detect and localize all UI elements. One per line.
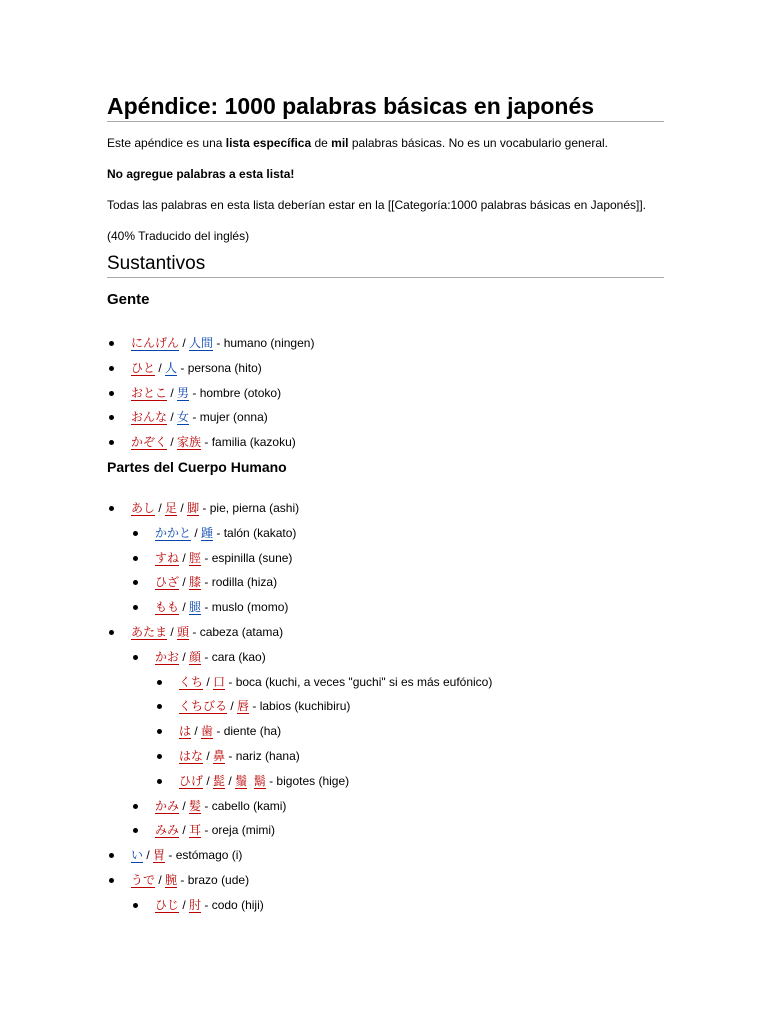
separator: / [225, 773, 236, 788]
kana-link[interactable]: かかと [155, 525, 192, 540]
page-title-wrap [107, 92, 594, 120]
word-gloss: - humano (ningen) [213, 336, 315, 350]
list-bullet [109, 853, 114, 858]
list-bullet [133, 903, 138, 908]
list-item [131, 335, 314, 351]
intro-text: palabras básicas. No es un vocabulario general. [348, 136, 609, 150]
kana-link[interactable]: くち [179, 674, 204, 689]
list-bullet [109, 630, 114, 635]
kanji-link[interactable]: 腿 [189, 600, 202, 615]
kanji-link[interactable]: 膝 [189, 575, 202, 590]
kanji-link[interactable]: 肘 [189, 897, 202, 912]
list-bullet [157, 754, 162, 759]
list-bullet [133, 605, 138, 610]
word-gloss: - labios (kuchibiru) [249, 699, 351, 714]
list-item [179, 773, 349, 789]
list-item [155, 798, 286, 814]
separator: / [179, 550, 190, 565]
word-gloss: - oreja (mimi) [201, 823, 276, 838]
list-item [179, 674, 492, 690]
separator: / [203, 674, 214, 689]
list-bullet [133, 531, 138, 536]
separator: / [191, 724, 202, 739]
list-bullet [157, 680, 162, 685]
kana-link[interactable]: ひじ [155, 897, 180, 912]
separator: / [203, 773, 214, 788]
section-heading-nouns: Sustantivos [107, 253, 206, 274]
word-gloss: - muslo (momo) [201, 600, 289, 615]
list-item [155, 525, 296, 541]
list-item [179, 698, 350, 714]
kanji-link[interactable]: 鬚 [235, 773, 248, 788]
word-gloss: - pie, pierna (ashi) [199, 501, 300, 515]
category-note: Todas las palabras en esta lista deberían estar en la [[Categoría:1000 palabras básicas en Japonés]]. [107, 198, 647, 212]
kanji-link[interactable]: 脚 [187, 501, 200, 515]
kana-link[interactable]: もも [155, 600, 180, 615]
list-item [155, 649, 266, 665]
list-bullet [109, 391, 114, 396]
page-title: Apéndice: 1000 palabras básicas en japonés [107, 93, 595, 119]
intro-emphasis: mil [331, 136, 349, 150]
word-gloss: - bigotes (hige) [265, 773, 350, 788]
kana-link[interactable]: かみ [155, 798, 180, 813]
intro-paragraph-1 [107, 135, 608, 151]
list-bullet [109, 366, 114, 371]
section-rule [107, 277, 664, 278]
kana-link[interactable]: かぞく [131, 435, 168, 450]
spacer [247, 774, 254, 788]
separator: / [167, 410, 178, 425]
word-gloss: - talón (kakato) [213, 525, 297, 540]
subheading-people: Gente [107, 291, 150, 308]
word-gloss: - rodilla (hiza) [201, 575, 278, 590]
subheading-people-wrap [107, 290, 150, 310]
separator: / [203, 749, 214, 763]
list-item [131, 500, 299, 516]
kanji-link[interactable]: 男 [177, 385, 190, 400]
kanji-link[interactable]: 髭 [213, 773, 226, 788]
list-item [155, 897, 264, 913]
list-item [131, 360, 262, 376]
list-bullet [109, 878, 114, 883]
translation-note: (40% Traducido del inglés) [107, 229, 250, 243]
kanji-link[interactable]: 顔 [189, 649, 202, 664]
separator: / [179, 798, 190, 813]
kanji-link[interactable]: 家族 [177, 435, 202, 450]
warning-text: No agregue palabras a esta lista! [107, 167, 295, 181]
kana-link[interactable]: にんげん [131, 336, 180, 350]
list-bullet [133, 804, 138, 809]
kana-link[interactable]: うで [131, 873, 156, 887]
kanji-link[interactable]: 耳 [189, 823, 202, 838]
kanji-link[interactable]: 踵 [201, 525, 214, 540]
list-item [131, 434, 296, 450]
word-gloss: - brazo (ude) [177, 873, 250, 887]
word-gloss: - nariz (hana) [225, 749, 300, 763]
kana-link[interactable]: おんな [131, 410, 168, 425]
list-item [155, 574, 277, 590]
separator: / [179, 897, 190, 912]
kanji-link[interactable]: 髪 [189, 798, 202, 813]
kanji-link[interactable]: 胃 [153, 848, 166, 863]
word-gloss: - boca (kuchi, a veces "guchi" si es más eufónico) [225, 674, 493, 689]
list-item [155, 822, 275, 838]
kanji-link[interactable]: 歯 [201, 724, 214, 739]
kana-link[interactable]: ひと [131, 360, 156, 375]
separator: / [167, 435, 178, 450]
kanji-link[interactable]: 腕 [165, 873, 178, 887]
word-gloss: - espinilla (sune) [201, 550, 293, 565]
kana-link[interactable]: あたま [131, 625, 168, 639]
kanji-link[interactable]: 頭 [177, 625, 190, 639]
kana-link[interactable]: くちびる [179, 699, 228, 714]
list-item [155, 599, 288, 615]
separator: / [179, 575, 190, 590]
list-item [131, 847, 242, 863]
list-bullet [157, 729, 162, 734]
separator: / [155, 501, 166, 515]
intro-emphasis: lista específica [225, 136, 312, 150]
word-gloss: - hombre (otoko) [189, 385, 282, 400]
kana-link[interactable]: みみ [155, 823, 180, 838]
kana-link[interactable]: かお [155, 649, 180, 664]
word-gloss: - cabeza (atama) [189, 625, 284, 639]
intro-paragraph-2 [107, 166, 294, 182]
kana-link[interactable]: すね [155, 550, 180, 565]
word-gloss: - mujer (onna) [189, 410, 268, 425]
separator: / [177, 501, 188, 515]
list-item [179, 748, 300, 764]
list-bullet [157, 779, 162, 784]
list-bullet [133, 556, 138, 561]
kanji-link[interactable]: 脛 [189, 550, 202, 565]
intro-text: de [311, 136, 332, 150]
word-gloss: - cara (kao) [201, 649, 266, 664]
separator: / [143, 848, 154, 863]
intro-text: Este apéndice es una [107, 136, 226, 150]
kanji-link[interactable]: 口 [213, 674, 226, 689]
list-bullet [157, 704, 162, 709]
separator: / [191, 525, 202, 540]
intro-paragraph-4 [107, 228, 249, 244]
kana-link[interactable]: ひげ [179, 773, 204, 788]
kanji-link[interactable]: 足 [165, 501, 178, 515]
kana-link[interactable]: い [131, 848, 144, 863]
section-heading-wrap [107, 252, 205, 276]
list-bullet [109, 440, 114, 445]
list-bullet [109, 341, 114, 346]
word-gloss: - cabello (kami) [201, 798, 287, 813]
word-gloss: - persona (hito) [177, 360, 262, 375]
kanji-link[interactable]: 唇 [237, 699, 250, 714]
word-gloss: - estómago (i) [165, 848, 243, 863]
intro-paragraph-3 [107, 197, 646, 213]
kana-link[interactable]: あし [131, 501, 156, 515]
subheading-body-parts: Partes del Cuerpo Humano [107, 459, 287, 475]
title-rule [107, 121, 664, 122]
list-bullet [133, 828, 138, 833]
kana-link[interactable]: は [179, 724, 192, 739]
separator: / [167, 625, 178, 639]
separator: / [167, 385, 178, 400]
kanji-link[interactable]: 女 [177, 410, 190, 425]
kanji-link[interactable]: 鬍 [253, 773, 266, 788]
list-bullet [109, 415, 114, 420]
list-item [179, 723, 281, 739]
word-gloss: - codo (hiji) [201, 897, 264, 912]
separator: / [179, 649, 190, 664]
kanji-link[interactable]: 人間 [189, 336, 214, 350]
word-gloss: - diente (ha) [213, 724, 282, 739]
list-item [131, 872, 249, 888]
kanji-link[interactable]: 鼻 [213, 749, 226, 763]
kanji-link[interactable]: 人 [165, 360, 178, 375]
list-bullet [133, 655, 138, 660]
separator: / [179, 336, 190, 350]
word-gloss: - familia (kazoku) [201, 435, 296, 450]
list-item [131, 385, 281, 401]
list-item [155, 550, 292, 566]
kana-link[interactable]: ひざ [155, 575, 180, 590]
kana-link[interactable]: おとこ [131, 385, 168, 400]
list-item [131, 409, 268, 425]
separator: / [155, 360, 166, 375]
subheading-body-wrap [107, 458, 287, 476]
kana-link[interactable]: はな [179, 749, 204, 763]
list-item [131, 624, 283, 640]
separator: / [179, 823, 190, 838]
separator: / [155, 873, 166, 887]
separator: / [227, 699, 238, 714]
separator: / [179, 600, 190, 615]
list-bullet [109, 506, 114, 511]
list-bullet [133, 580, 138, 585]
